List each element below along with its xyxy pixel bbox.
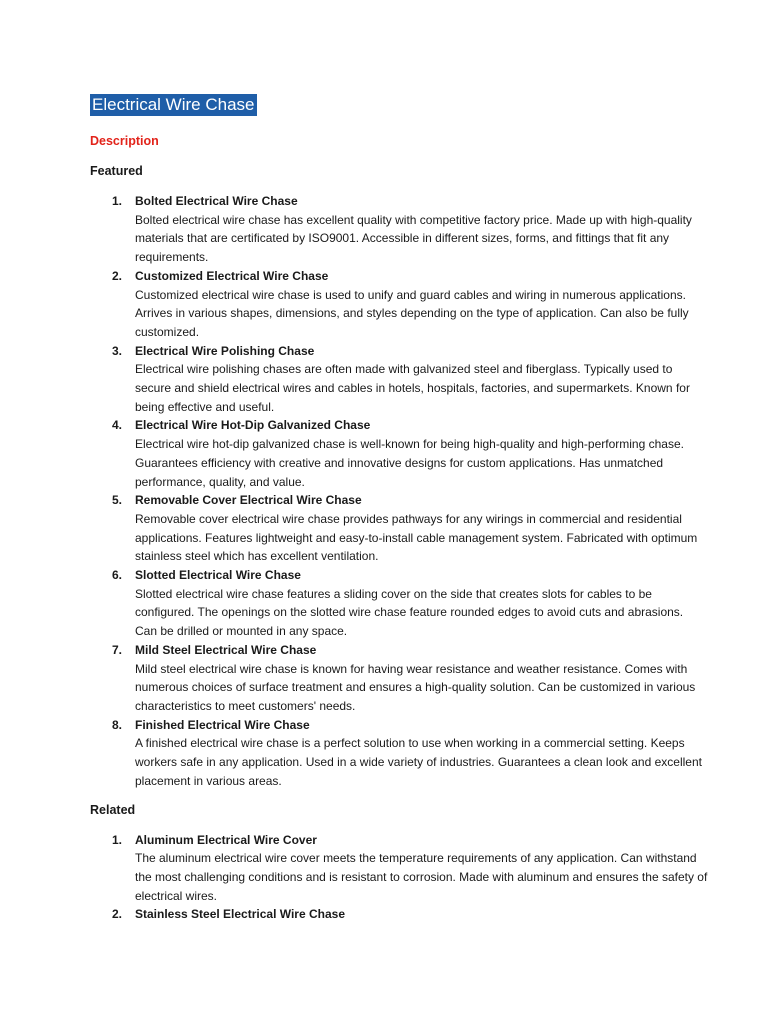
featured-list [90,192,708,791]
item-description: The aluminum electrical wire cover meets the temperature requirements of any application. Can withstand the most challenging conditions and is resistant to corrosion. Made with aluminum and ensures the safety of electrical wires. [135,851,708,903]
item-description: Customized electrical wire chase is used to unify and guard cables and wiring in numerous applications. Arrives in various shapes, dimensions, and styles depending on the type of application. Can also be fully customized. [135,287,689,339]
featured-list-item [90,491,708,566]
item-number: 7. [112,642,123,657]
featured-list-item [90,566,708,641]
item-title: Finished Electrical Wire Chase [135,717,310,732]
related-list-item [90,905,708,924]
item-number: 2. [112,907,123,922]
title-wrap [90,94,708,116]
featured-list-item [90,342,708,417]
item-title: Electrical Wire Polishing Chase [135,343,315,358]
item-title: Customized Electrical Wire Chase [135,268,329,283]
item-description: Slotted electrical wire chase features a sliding cover on the side that creates slots for cables to be configured. The openings on the slotted wire chase feature rounded edges to avoid cuts and abrasions. Can be drilled or mounted in any space. [135,586,684,639]
item-number: 1. [112,832,123,847]
item-description: A finished electrical wire chase is a perfect solution to use when working in a commercial setting. Keeps workers safe in any application. Used in a wide variety of industries. Guarantees a clean look and excellent placement in various areas. [135,736,702,788]
item-number: 8. [112,717,123,732]
item-number: 3. [112,343,123,358]
item-description: Mild steel electrical wire chase is known for having wear resistance and weather resistance. Comes with numerous choices of surface treatment and ensures a high-quality solution. Can be customized in various characteristics to meet customers' needs. [135,661,696,713]
page-title: Electrical Wire Chase [92,95,255,114]
item-title: Aluminum Electrical Wire Cover [135,832,317,847]
featured-heading: Featured [90,164,143,178]
item-title: Bolted Electrical Wire Chase [135,194,298,208]
item-title: Electrical Wire Hot-Dip Galvanized Chase [135,418,371,433]
related-list [90,831,708,925]
item-title: Slotted Electrical Wire Chase [135,568,301,583]
item-description: Electrical wire polishing chases are often made with galvanized steel and fiberglass. Typically used to secure and shield electrical wires and cables in hotels, hospitals, factories, and supermarkets. Known for being effective and useful. [135,362,690,414]
item-title: Stainless Steel Electrical Wire Chase [135,907,345,922]
item-number: 2. [112,268,123,283]
item-description: Bolted electrical wire chase has excellent quality with competitive factory price. Made up with high-quality materials that are certificated by ISO9001. Accessible in different sizes, forms, and fittings that fit any requirements. [135,212,692,265]
related-list-item [90,831,708,906]
featured-list-item [90,641,708,716]
item-description: Electrical wire hot-dip galvanized chase is well-known for being high-quality and high-performing chase. Guarantees efficiency with creative and innovative designs for custom applications. Has unmatched performance, quality, and value. [135,437,684,489]
item-title: Mild Steel Electrical Wire Chase [135,642,317,657]
item-number: 1. [112,194,123,208]
featured-list-item [90,267,708,342]
item-title: Removable Cover Electrical Wire Chase [135,493,362,508]
item-description: Removable cover electrical wire chase provides pathways for any wirings in commercial and residential applications. Features lightweight and easy-to-install cable management system. Fabricated with optimum stainless steel which has excellent ventilation. [135,511,698,564]
item-number: 5. [112,493,123,508]
item-number: 6. [112,568,123,583]
description-heading: Description [90,134,159,148]
featured-list-item [90,192,708,267]
item-number: 4. [112,418,123,433]
featured-list-item [90,716,708,791]
featured-list-item [90,416,708,491]
related-heading: Related [90,802,136,817]
